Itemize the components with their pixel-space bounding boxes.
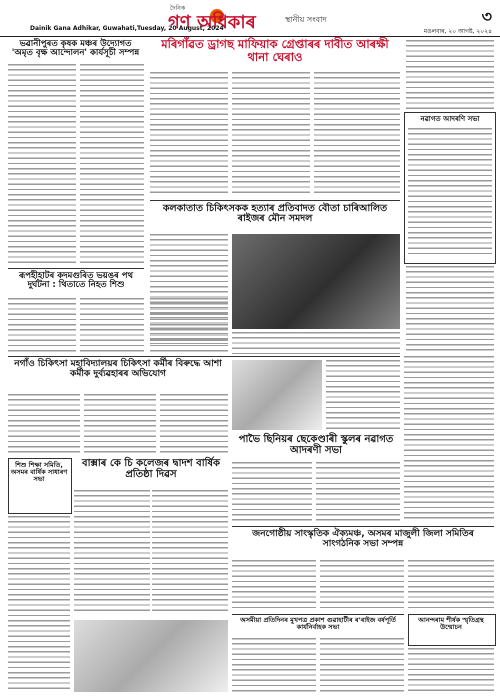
news-photo xyxy=(74,620,228,692)
article-body xyxy=(314,72,400,197)
article-body xyxy=(8,394,80,454)
article-body xyxy=(80,64,144,264)
article-body xyxy=(406,40,494,110)
divider xyxy=(8,268,144,269)
date-line: মঙলবাৰ, ২০ আগষ্ট, ২০২৪ xyxy=(423,28,492,35)
article-body xyxy=(8,516,70,691)
page-number: ৩ xyxy=(481,7,492,26)
article-body xyxy=(316,462,400,522)
article-body xyxy=(320,560,404,610)
publication-line: Dainik Gana Adhikar, Guwahati,Tuesday, 20 August, 2024 xyxy=(30,25,224,32)
masthead-daily-label: দৈনিক xyxy=(170,5,186,12)
divider xyxy=(232,614,404,615)
newspaper-title: গণ অধিকাৰ xyxy=(168,12,256,33)
article-body xyxy=(232,560,316,610)
article-body xyxy=(406,266,494,351)
article-body xyxy=(320,638,404,694)
article-headline: কলকাতাত চিকিৎসকক হত্যাৰ প্ৰতিবাদত বৌতা চাৰিআলিত ৰাইজৰ মৌন সমদল xyxy=(162,203,388,225)
article-headline: নৱাগত আদৰণি সভা xyxy=(420,115,480,123)
article-headline: নগাঁও চিকিৎসা মহাবিদ্যালয়ৰ চিকিৎসা কৰ্মীৰ বিৰুদ্ধে আশা কৰ্মীক দুৰ্ব্যৱহাৰৰ অভিযোগ xyxy=(14,359,222,379)
article-body xyxy=(232,638,316,694)
news-photo xyxy=(232,234,400,329)
article-headline: আনন্দৰাম শীৰ্ষক স্মৃতিগ্ৰন্থ উন্মোচন xyxy=(418,616,484,632)
article-headline: শিশু শিক্ষা সমিতি, অসমৰ বাৰ্ষিক সাধাৰণ সভা xyxy=(10,461,68,484)
news-photo xyxy=(232,360,322,430)
article-body xyxy=(232,462,312,522)
article-body xyxy=(232,72,310,197)
article-body xyxy=(408,128,492,258)
masthead xyxy=(0,0,500,37)
article-body xyxy=(150,72,228,197)
article-headline: মৰিগাঁৱত ড্ৰাগছ মাফিয়াক গ্ৰেপ্তাৰৰ দাবীত আৰক্ষী থানা ঘেৰাও xyxy=(161,37,389,64)
article-headline: অসমীয়া প্ৰতিদিনৰ মুখপত্ৰ প্ৰকাশ গুৱাহাটীৰ ৰ'ৰাইজ বৰ্ষপূৰ্তি কাৰ্যনিৰ্বাহক সভা xyxy=(240,616,396,632)
article-body xyxy=(404,356,494,522)
article-headline: বাক্সাৰ কে চি কলেজৰ দ্বাদশ বাৰ্ষিক প্ৰতিষ্ঠা দিৱস xyxy=(82,458,220,480)
article-headline: পাভৈ ছিনিয়ৰ ছেকেণ্ডাৰী স্কুলৰ নৱাগত আদৰণী সভা xyxy=(238,434,394,456)
article-body xyxy=(8,298,76,353)
article-headline: ৰূপহীহাটৰ কদমগুৰিত ভয়ঙৰ পথ দুৰ্ঘটনা : থিতাতে নিহত শিশু xyxy=(18,271,134,291)
section-label: স্থানীয় সংবাদ xyxy=(285,15,327,24)
divider xyxy=(8,356,400,357)
article-headline: জনগোষ্ঠীয় সাংস্কৃতিক ঐক্যমঞ্চ, অসমৰ মাজুলী জিলা সমিতিৰ সাংগঠনিক সভা সম্পন্ন xyxy=(252,529,474,549)
article-body xyxy=(152,490,228,615)
article-body xyxy=(84,394,156,454)
article-headline: ভৱানীপুৰত কৃষক মঞ্চৰ উদ্যোগত 'অমৃত বৃক্ষ আন্দোলন' কাৰ্যসূচী সম্পন্ন xyxy=(11,39,140,59)
article-body xyxy=(80,298,144,353)
article-body xyxy=(8,64,76,264)
article-body xyxy=(74,490,150,615)
divider xyxy=(150,200,400,201)
article-body xyxy=(408,648,494,694)
article-body xyxy=(150,298,228,353)
article-body xyxy=(160,394,228,454)
divider xyxy=(232,526,494,527)
article-body xyxy=(408,560,494,610)
article-body xyxy=(326,360,400,430)
photo-caption xyxy=(232,332,400,356)
